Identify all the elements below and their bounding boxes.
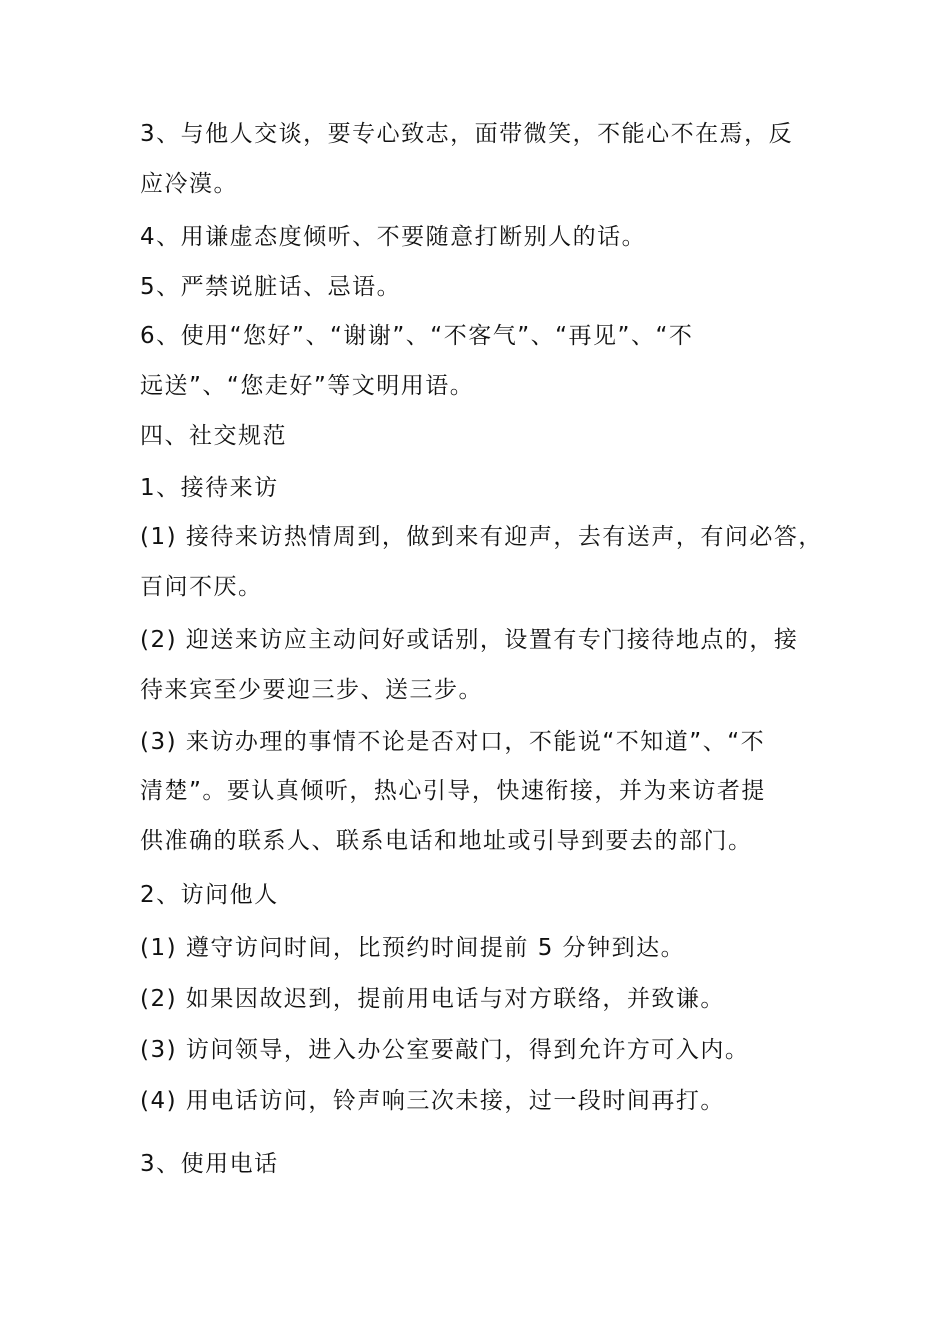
paragraph-line: 6、使用“您好”、“谢谢”、“不客气”、“再见”、“不 — [140, 323, 694, 349]
paragraph-line: 远送”、“您走好”等文明用语。 — [140, 373, 475, 399]
paragraph-line: 清楚”。要认真倾听，热心引导，快速衔接，并为来访者提 — [140, 778, 766, 804]
paragraph-line: (4) 用电话访问，铃声响三次未接，过一段时间再打。 — [140, 1088, 725, 1114]
paragraph-line: 应冷漠。 — [140, 171, 238, 197]
subsection-heading: 1、接待来访 — [140, 475, 279, 501]
subsection-heading: 3、使用电话 — [140, 1151, 279, 1177]
paragraph-line: 4、用谦虚态度倾听、不要随意打断别人的话。 — [140, 224, 647, 250]
paragraph-line: 5、严禁说脏话、忌语。 — [140, 274, 402, 300]
paragraph-line: (3) 访问领导，进入办公室要敲门，得到允许方可入内。 — [140, 1037, 750, 1063]
paragraph-line: 待来宾至少要迎三步、送三步。 — [140, 677, 483, 703]
paragraph-line: 百问不厌。 — [140, 574, 263, 600]
paragraph-line: 供准确的联系人、联系电话和地址或引导到要去的部门。 — [140, 828, 753, 854]
paragraph-line: (2) 迎送来访应主动问好或话别，设置有专门接待地点的，接 — [140, 627, 799, 653]
subsection-heading: 2、访问他人 — [140, 882, 279, 908]
section-heading: 四、社交规范 — [140, 423, 287, 449]
paragraph-line: 3、与他人交谈，要专心致志，面带微笑，不能心不在焉，反 — [140, 121, 794, 147]
paragraph-line: (3) 来访办理的事情不论是否对口，不能说“不知道”、“不 — [140, 729, 766, 755]
paragraph-line: (1) 遵守访问时间，比预约时间提前 5 分钟到达。 — [140, 935, 686, 961]
paragraph-line: (2) 如果因故迟到，提前用电话与对方联络，并致谦。 — [140, 986, 725, 1012]
paragraph-line: (1) 接待来访热情周到，做到来有迎声，去有送声，有问必答， — [140, 524, 823, 550]
